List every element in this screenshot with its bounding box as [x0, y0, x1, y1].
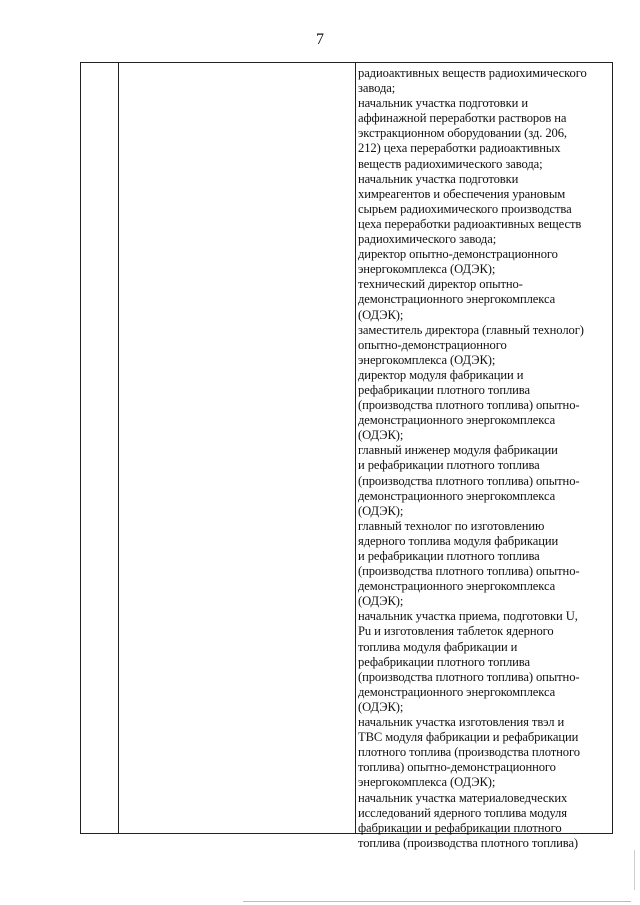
text-line: (ОДЭК);: [358, 307, 404, 322]
text-line: (производства плотного топлива) опытно-: [358, 669, 580, 684]
text-line: радиохимического завода;: [358, 232, 497, 247]
text-line: сырьем радиохимического производства: [358, 201, 572, 216]
text-line: 212) цеха переработки радиоактивных: [358, 141, 561, 156]
text-line: (ОДЭК);: [358, 594, 404, 609]
text-line: исследований ядерного топлива модуля: [358, 805, 567, 820]
text-line: веществ радиохимического завода;: [358, 156, 543, 171]
text-line: (ОДЭК);: [358, 503, 404, 518]
text-line: и рефабрикации плотного топлива: [358, 458, 540, 473]
text-line: (производства плотного топлива) опытно-: [358, 564, 580, 579]
text-line: фабрикации и рефабрикации плотного: [358, 820, 562, 835]
text-line: (производства плотного топлива) опытно-: [358, 473, 580, 488]
text-line: технический директор опытно-: [358, 277, 523, 292]
text-line: и рефабрикации плотного топлива: [358, 549, 540, 563]
text-line: демонстрационного энергокомплекса: [358, 488, 556, 503]
text-line: директор опытно-демонстрационного: [358, 247, 558, 262]
text-line: топлива) опытно-демонстрационного: [358, 760, 556, 775]
text-line: опытно-демонстрационного: [358, 337, 507, 352]
text-line: начальник участка приема, подготовки U,: [358, 609, 578, 624]
text-line: Pu и изготовления таблеток ядерного: [358, 624, 554, 639]
text-line: главный инженер модуля фабрикации: [358, 443, 558, 458]
text-line: демонстрационного энергокомплекса: [358, 292, 556, 307]
column-divider-2: [355, 63, 356, 833]
text-line: цеха переработки радиоактивных веществ: [358, 216, 582, 231]
text-line: (ОДЭК);: [358, 699, 404, 714]
text-line: начальник участка подготовки: [358, 171, 519, 186]
text-line: ядерного топлива модуля фабрикации: [358, 533, 559, 548]
text-line: демонстрационного энергокомплекса: [358, 684, 556, 699]
document-table: [80, 62, 613, 850]
scan-artifact-mark: [634, 850, 635, 890]
text-line: демонстрационного энергокомплекса: [358, 579, 556, 594]
text-line: плотного топлива (производства плотного: [358, 745, 580, 760]
text-line: топлива модуля фабрикации и: [358, 639, 518, 654]
text-line: завода;: [358, 81, 396, 96]
text-line: энергокомплекса (ОДЭК);: [358, 262, 496, 277]
text-line: начальник участка изготовления твэл и: [358, 715, 565, 730]
text-line: рефабрикации плотного топлива: [358, 654, 530, 669]
column-divider-1: [118, 63, 119, 833]
text-line: радиоактивных веществ радиохимического: [358, 66, 587, 80]
text-line: энергокомплекса (ОДЭК);: [358, 775, 496, 790]
text-line: аффинажной переработки растворов на: [358, 111, 567, 126]
text-line: демонстрационного энергокомплекса: [358, 413, 556, 428]
text-line: директор модуля фабрикации и: [358, 367, 524, 382]
text-line: химреагентов и обеспечения урановым: [358, 186, 566, 201]
positions-list-cell: [358, 66, 610, 851]
text-line: главный технолог по изготовлению: [358, 518, 545, 533]
text-line: (производства плотного топлива) опытно-: [358, 398, 580, 413]
text-line: заместитель директора (главный технолог): [358, 322, 584, 337]
text-line: (ОДЭК);: [358, 428, 404, 443]
text-line: топлива (производства плотного топлива): [358, 835, 579, 850]
text-line: начальник участка материаловедческих: [358, 790, 568, 805]
text-line: энергокомплекса (ОДЭК);: [358, 352, 496, 367]
text-line: рефабрикации плотного топлива: [358, 382, 530, 397]
text-line: экстракционном оборудовании (зд. 206,: [358, 126, 567, 141]
page-number: 7: [316, 31, 324, 48]
text-line: ТВС модуля фабрикации и рефабрикации: [358, 730, 579, 745]
scan-artifact-line: [243, 901, 631, 902]
text-line: начальник участка подготовки и: [358, 96, 529, 111]
